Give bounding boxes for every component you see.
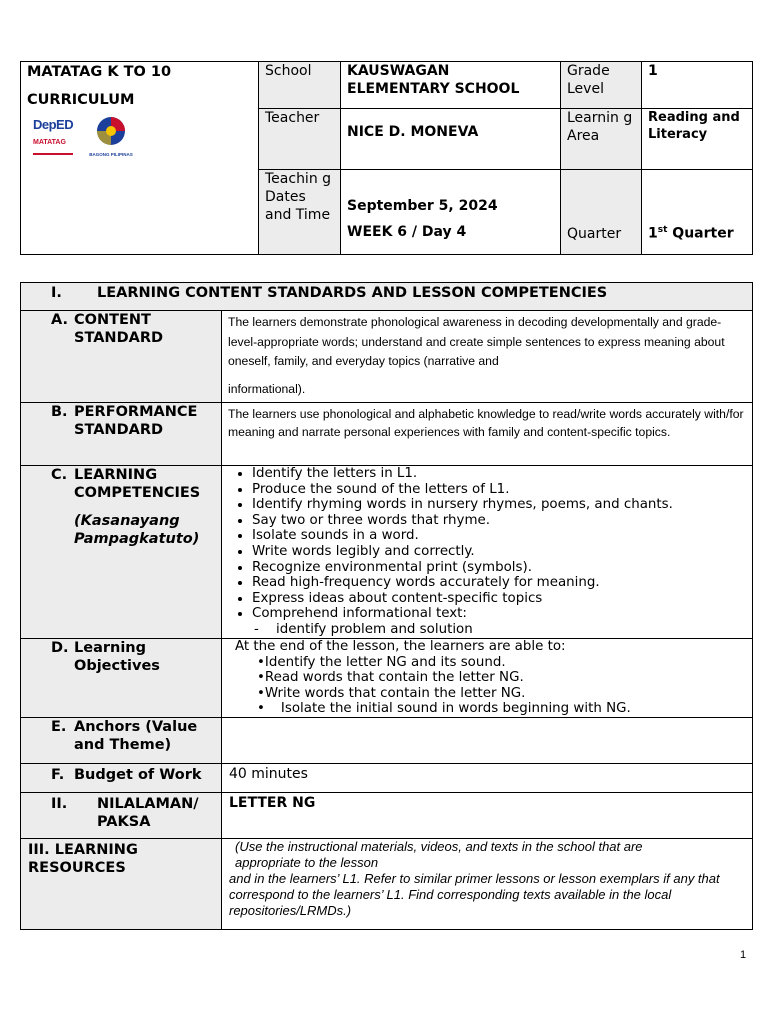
resources-text-rest: and in the learners’ L1. Refer to similar primer lessons or lesson exemplars if any that correspond to the learners’ L1. Find corresponding texts available in the local repositories/LRMDs.) — [229, 871, 720, 918]
learning-area-value-cell — [642, 109, 753, 170]
grade-value: 1 — [648, 63, 658, 79]
competency-item: • Comprehend informational text: — [252, 606, 752, 622]
grade-value-cell — [642, 62, 753, 109]
budget-value: 40 minutes — [229, 766, 308, 782]
dates-label-cell — [259, 170, 341, 255]
school-label-cell — [259, 62, 341, 109]
school-label: School — [265, 63, 312, 79]
competency-item: • Say two or three words that rhyme. — [252, 513, 752, 529]
anchors-label: Anchors (Value and Theme) — [74, 719, 198, 753]
learning-area-label: Learnin g Area — [567, 110, 633, 144]
competency-sub-dash: - — [254, 621, 259, 637]
competency-item: • Identify the letters in L1. — [252, 466, 752, 482]
budget-label-cell — [21, 764, 222, 793]
competencies-letter: C. — [51, 467, 68, 483]
content-standard-value-cell — [222, 311, 753, 403]
objectives-letter: D. — [51, 640, 69, 656]
performance-standard-label-cell — [21, 403, 222, 466]
objective-item-text: Read words that contain the letter NG. — [264, 670, 524, 686]
quarter-number: 1 — [648, 226, 658, 242]
objective-item: •Identify the letter NG and its sound. — [257, 654, 506, 670]
objective-item-text: Identify the letter NG and its sound. — [264, 654, 506, 670]
grade-label-cell — [561, 62, 642, 109]
quarter-value — [648, 221, 746, 243]
performance-standard-text: The learners use phonological and alphabetic knowledge to read/write words accurately with/for meaning and narrate personal experiences with family and content-specific topics. — [228, 407, 744, 439]
competencies-label: LEARNING COMPETENCIES — [74, 467, 201, 501]
anchors-label-cell — [21, 718, 222, 764]
quarter-word: Quarter — [667, 226, 734, 242]
performance-standard-value-cell — [222, 403, 753, 466]
school-value-cell — [341, 62, 561, 109]
resources-label-cell — [21, 839, 222, 930]
anchors-letter: E. — [51, 719, 67, 735]
content-standard-text: The learners demonstrate phonological awareness in decoding developmentally and grade-level-appropriate words; understand and create simple sentences to express meaning about oneself, family, and everyday topics (narrative and — [228, 315, 725, 368]
section-one-header — [21, 283, 753, 311]
bagong-pilipinas-icon — [93, 116, 129, 146]
objectives-intro: At the end of the lesson, the learners are able to: — [235, 639, 566, 654]
performance-standard-letter: B. — [51, 404, 68, 420]
objective-item: •Read words that contain the letter NG. — [257, 670, 524, 686]
anchors-value-cell — [222, 718, 753, 764]
deped-logo — [33, 116, 79, 152]
competencies-sublabel: (Kasanayang Pampagkatuto) — [74, 513, 200, 547]
bagong-pilipinas-logo — [89, 116, 133, 157]
resources-label: III. LEARNING RESOURCES — [28, 842, 138, 876]
objective-item-text: Isolate the initial sound in words beginning with NG. — [280, 701, 631, 717]
section-one-title: LEARNING CONTENT STANDARDS AND LESSON COMPETENCIES — [97, 285, 608, 301]
nilalaman-value: LETTER NG — [229, 795, 316, 811]
competency-item: • Isolate sounds in a word. — [252, 528, 752, 544]
quarter-label: Quarter — [567, 226, 622, 242]
budget-value-cell — [222, 764, 753, 793]
objectives-value-cell — [222, 639, 753, 718]
objective-item: •Write words that contain the letter NG. — [257, 685, 526, 701]
curriculum-title-line1: MATATAG K TO 10 — [27, 64, 172, 80]
school-value: KAUSWAGAN ELEMENTARY SCHOOL — [347, 63, 520, 97]
week-value: WEEK 6 / Day 4 — [347, 224, 467, 240]
quarter-label-cell — [561, 170, 642, 255]
deped-logo-subtext: MATATAG — [33, 139, 66, 146]
bagong-pilipinas-text: BAGONG PILIPINAS — [89, 152, 133, 157]
nilalaman-label: NILALAMAN/ PAKSA — [97, 796, 199, 830]
competencies-label-cell — [21, 466, 222, 639]
budget-letter: F. — [51, 767, 65, 783]
content-standard-label: CONTENT STANDARD — [74, 312, 164, 346]
competency-item: • Recognize environmental print (symbols). — [252, 560, 752, 576]
competencies-value-cell — [222, 466, 753, 639]
section-one-number: I. — [51, 285, 62, 301]
content-standard-label-cell — [21, 311, 222, 403]
objective-item: • Isolate the initial sound in words beginning with NG. — [257, 701, 631, 717]
quarter-ordinal: st — [657, 225, 668, 236]
resources-text-line2: appropriate to the lesson — [235, 855, 379, 870]
competency-item: • Produce the sound of the letters of L1. — [252, 482, 752, 498]
quarter-value-cell — [642, 170, 753, 255]
resources-value-cell — [222, 839, 753, 930]
content-standard-text-cont: informational). — [228, 381, 306, 396]
page-number: 1 — [740, 949, 747, 961]
objectives-label-cell — [21, 639, 222, 718]
learning-area-label-cell — [561, 109, 642, 170]
lesson-table — [20, 282, 753, 930]
objective-item-text: Write words that contain the letter NG. — [264, 685, 526, 701]
content-standard-letter: A. — [51, 312, 68, 328]
teacher-value-cell — [341, 109, 561, 170]
competency-item: • Write words legibly and correctly. — [252, 544, 752, 560]
dates-value-cell — [341, 170, 561, 255]
grade-label: Grade Level — [567, 63, 610, 97]
competency-item: • Read high-frequency words accurately for meaning. — [252, 575, 752, 591]
deped-logo-text: DepED — [33, 117, 74, 132]
budget-label: Budget of Work — [74, 767, 202, 783]
curriculum-cell — [21, 62, 259, 255]
learning-area-value: Reading and Literacy — [648, 110, 740, 142]
competency-item: • Identify rhyming words in nursery rhymes, poems, and chants. — [252, 497, 752, 513]
header-table — [20, 61, 753, 255]
competency-sub-item — [222, 622, 752, 638]
teacher-label: Teacher — [265, 110, 320, 126]
resources-text-line1: (Use the instructional materials, videos, and texts in the school that are — [235, 839, 643, 854]
date-value: September 5, 2024 — [347, 198, 498, 214]
performance-standard-label: PERFORMANCE STANDARD — [74, 404, 198, 438]
competency-item: • Express ideas about content-specific topics — [252, 591, 752, 607]
objectives-label: Learning Objectives — [74, 640, 160, 674]
nilalaman-value-cell — [222, 793, 753, 839]
teacher-label-cell — [259, 109, 341, 170]
competencies-list — [222, 466, 752, 622]
dates-label: Teachin g Dates and Time — [265, 171, 332, 223]
nilalaman-number: II. — [51, 796, 68, 812]
nilalaman-label-cell — [21, 793, 222, 839]
competency-sub-text: identify problem and solution — [276, 621, 473, 637]
curriculum-title-line2: CURRICULUM — [27, 92, 135, 108]
teacher-value: NICE D. MONEVA — [347, 124, 479, 140]
